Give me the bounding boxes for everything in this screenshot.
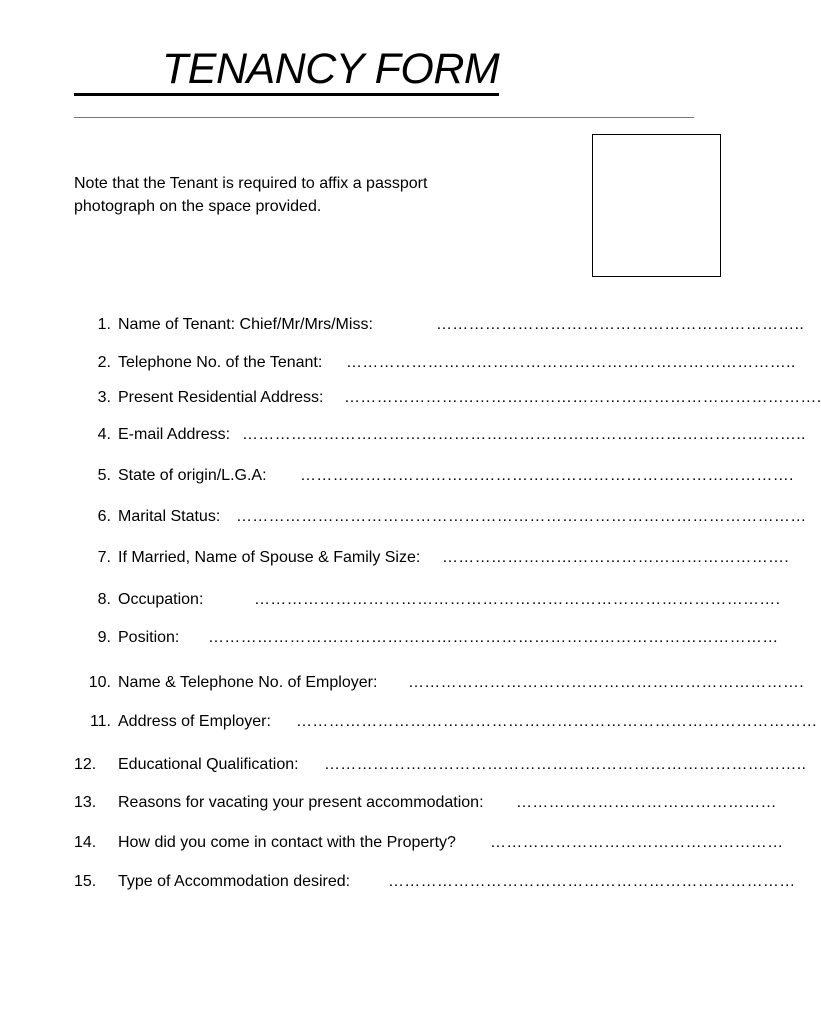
field-number: 3.	[97, 389, 111, 406]
page-title: TENANCY FORM	[162, 45, 500, 93]
field-entry-line[interactable]: ………………………………………………………………………..	[346, 354, 796, 371]
field-entry-line[interactable]: ……………………………………………………………………………………………	[208, 629, 779, 646]
field-number: 1.	[97, 316, 111, 333]
field-entry-line[interactable]: ………………………………………………	[490, 834, 784, 851]
form-field-telephone[interactable]	[74, 352, 796, 374]
field-number: 7.	[97, 549, 111, 566]
field-label: If Married, Name of Spouse & Family Size:	[118, 549, 421, 566]
form-field-tenant-name[interactable]	[74, 314, 805, 336]
field-label: Name of Tenant: Chief/Mr/Mrs/Miss:	[118, 316, 373, 333]
form-field-employer-address[interactable]	[74, 711, 818, 733]
form-field-position[interactable]	[74, 627, 779, 649]
field-entry-line[interactable]: ……………………………………………………………………………..	[324, 756, 807, 773]
field-label: Type of Accommodation desired:	[118, 873, 351, 890]
field-number: 14.	[74, 834, 97, 851]
form-field-spouse-family[interactable]	[74, 547, 790, 569]
passport-photo-box	[592, 134, 721, 277]
field-label: State of origin/L.G.A:	[118, 467, 267, 484]
field-label: E-mail Address:	[118, 426, 231, 443]
field-entry-line[interactable]: …………………………………………	[516, 794, 777, 811]
field-number: 15.	[74, 873, 97, 890]
field-label: Reasons for vacating your present accommodation:	[118, 794, 484, 811]
field-entry-line[interactable]: ……………………………………………………………….	[408, 674, 804, 691]
field-label: Name & Telephone No. of Employer:	[118, 674, 378, 691]
field-number: 11.	[89, 713, 111, 730]
field-entry-line[interactable]: …………………………………………………………………………………….	[254, 591, 781, 608]
field-label: Educational Qualification:	[118, 756, 299, 773]
form-field-employer-contact[interactable]	[74, 672, 804, 694]
field-label: Address of Employer:	[118, 713, 271, 730]
field-label: Occupation:	[118, 591, 204, 608]
field-label: Position:	[118, 629, 180, 646]
field-number: 5.	[97, 467, 111, 484]
field-entry-line[interactable]: …………………………………………………………………	[388, 873, 796, 890]
title-underline	[74, 45, 500, 96]
field-number: 4.	[97, 426, 111, 443]
form-field-reasons-vacating[interactable]	[74, 792, 777, 814]
form-field-marital-status[interactable]	[74, 506, 807, 528]
field-entry-line[interactable]: ……………………………………………………………………………………	[296, 713, 818, 730]
passport-note: Note that the Tenant is required to affix a passport photograph on the space provided.	[74, 175, 428, 215]
field-number: 13.	[74, 794, 97, 811]
field-number: 12.	[74, 756, 97, 773]
field-entry-line[interactable]: …………………………………………………………………………………………..	[242, 426, 806, 443]
form-field-accommodation-type[interactable]	[74, 871, 796, 893]
form-field-state-of-origin[interactable]	[74, 465, 794, 487]
field-number: 6.	[97, 508, 111, 525]
field-entry-line[interactable]: …………………………………………………………………………….	[344, 389, 821, 406]
form-field-occupation[interactable]	[74, 589, 781, 611]
field-entry-line[interactable]: ……………………………………………………………………………………………	[236, 508, 807, 525]
field-label: Telephone No. of the Tenant:	[118, 354, 323, 371]
form-field-education[interactable]	[74, 754, 807, 776]
form-field-property-contact[interactable]	[74, 832, 784, 854]
field-entry-line[interactable]: …………………………………………………………..	[436, 316, 805, 333]
form-field-email[interactable]	[74, 424, 806, 446]
header-divider	[74, 117, 694, 118]
field-label: How did you come in contact with the Property?	[118, 834, 456, 851]
field-entry-line[interactable]: ……………………………………………………….	[442, 549, 790, 566]
field-entry-line[interactable]: ……………………………………………………………………………….	[300, 467, 794, 484]
field-number: 2.	[97, 354, 111, 371]
field-label: Marital Status:	[118, 508, 221, 525]
field-label: Present Residential Address:	[118, 389, 324, 406]
field-number: 10.	[88, 674, 111, 691]
field-number: 9.	[97, 629, 111, 646]
form-field-residential-address[interactable]	[74, 387, 821, 409]
field-number: 8.	[97, 591, 111, 608]
